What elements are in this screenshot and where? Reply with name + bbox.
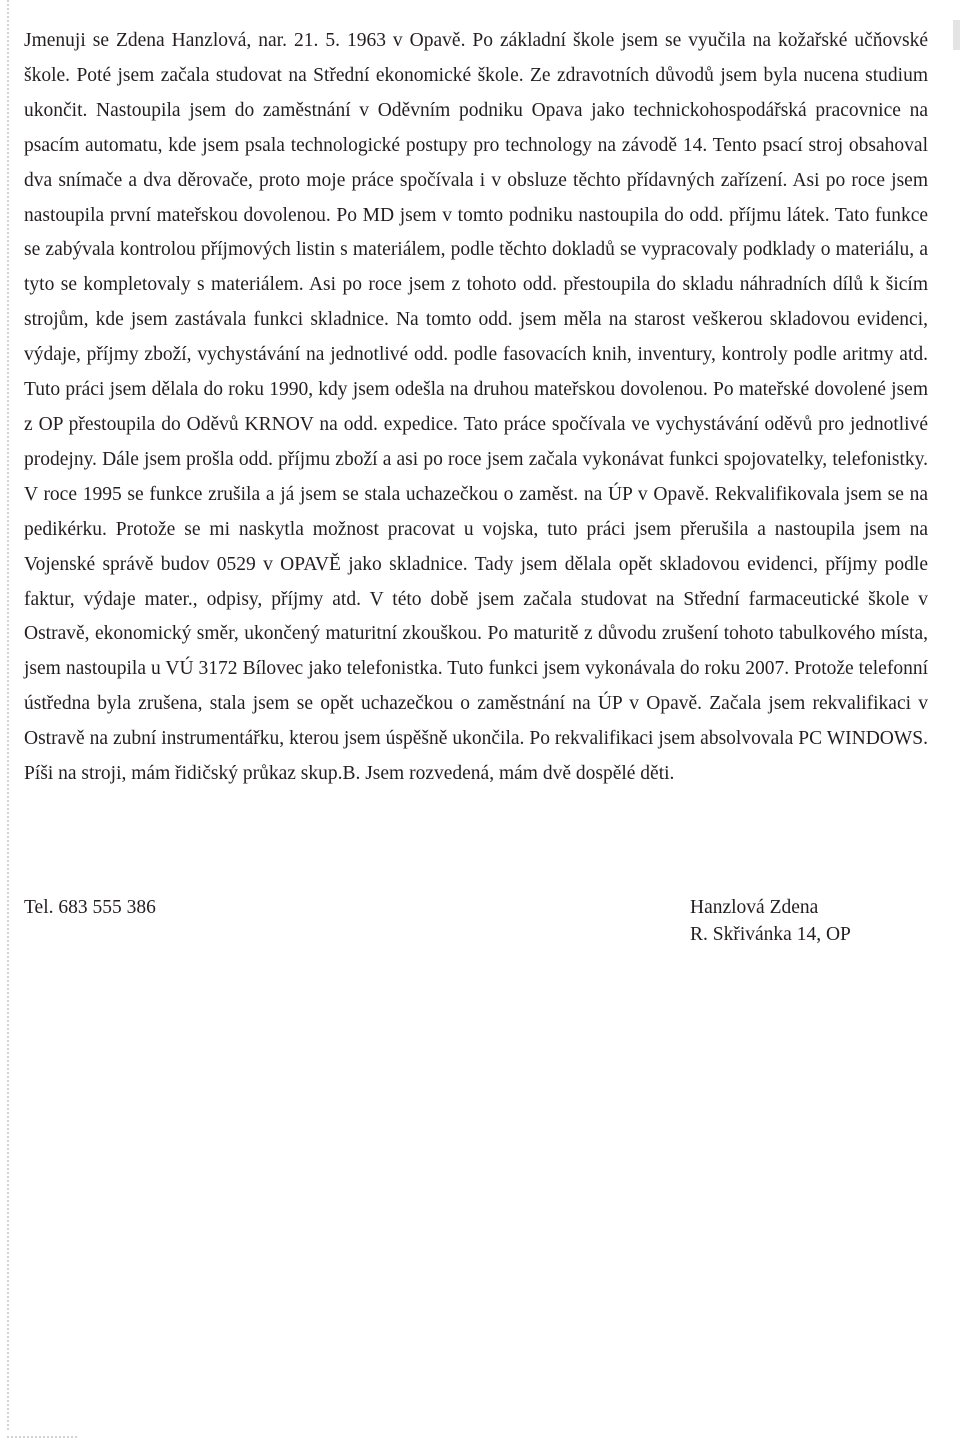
right-edge-mark	[953, 20, 960, 50]
cv-body-paragraph: Jmenuji se Zdena Hanzlová, nar. 21. 5. 1963 v Opavě. Po základní škole jsem se vyučila na kožařské učňovské škole. Poté jsem začala studovat na Střední ekonomické škole. Ze zdravotních důvodů jsem byla nucena studium ukončit. Nastoupila jsem do zaměstnání v Oděvním podniku Opava jako technickohospodářská pracovnice na psacím automatu, kde jsem psala technologické postupy pro technology na závodě 14. Tento psací stroj obsahoval dva snímače a dva děrovače, proto moje práce spočívala i v obsluze těchto přídavných zařízení. Asi po roce jsem nastoupila první mateřskou dovolenou. Po MD jsem v tomto podniku nastoupila do odd. příjmu látek. Tato funkce se zabývala kontrolou příjmových listin s materiálem, podle těchto dokladů se vypracovaly podklady o materiálu, a tyto se kompletovaly s materiálem. Asi po roce jsem z tohoto odd. přestoupila do skladu náhradních dílů k šicím strojům, kde jsem zastávala funkci skladnice. Na tomto odd. jsem měla na starost veškerou skladovou evidenci, výdaje, příjmy zboží, vychystávání na jednotlivé odd. podle fasovacích knih, inventury, kontroly podle aritmy atd. Tuto práci jsem dělala do roku 1990, kdy jsem odešla na druhou mateřskou dovolenou. Po mateřské dovolené jsem z OP přestoupila do Oděvů KRNOV na odd. expedice. Tato práce spočívala ve vychystávání oděvů pro jednotlivé prodejny. Dále jsem prošla odd. příjmu zboží a asi po roce jsem začala vykonávat funkci spojovatelky, telefonistky. V roce 1995 se funkce zrušila a já jsem se stala uchazečkou o zaměst. na ÚP v Opavě. Rekvalifikovala jsem se na pedikérku. Protože se mi naskytla možnost pracovat u vojska, tuto práci jsem přerušila a nastoupila jsem na Vojenské správě budov 0529 v OPAVĚ jako skladnice. Tady jsem dělala opět skladovou evidenci, příjmy podle faktur, výdaje mater., odpisy, příjmy atd. V této době jsem začala studovat na Střední farmaceutické škole v Ostravě, ekonomický směr, ukončený maturitní zkouškou. Po maturitě z důvodu zrušení tohoto tabulkového místa, jsem nastoupila u VÚ 3172 Bílovec jako telefonistka. Tuto funkci jsem vykonávala do roku 2007. Protože telefonní ústředna byla zrušena, stala jsem se opět uchazečkou o zaměstnání na ÚP v Opavě. Začala jsem rekvalifikaci v Ostravě na zubní instrumentářku, kterou jsem úspěšně ukončila. Po rekvalifikaci jsem absolvovala PC WINDOWS. Píši na stroji, mám řidičský průkaz skup.B. Jsem rozvedená, mám dvě dospělé děti.	[24, 30, 928, 785]
phone-number: Tel. 683 555 386	[24, 897, 156, 918]
signature-name: Hanzlová Zdena	[690, 897, 819, 918]
bottom-dotted-line	[7, 1436, 77, 1438]
left-margin-dotted-line	[7, 0, 9, 1430]
signature-address: R. Skřivánka 14, OP	[690, 924, 851, 945]
signature-block	[690, 894, 851, 948]
